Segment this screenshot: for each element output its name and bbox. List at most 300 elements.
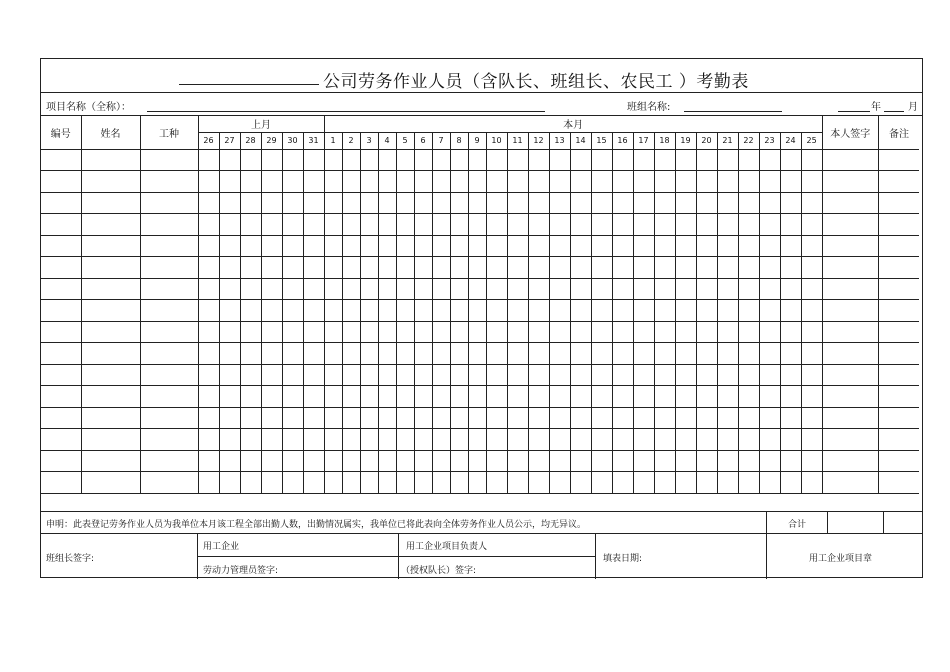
table-cell[interactable] bbox=[633, 149, 654, 171]
table-cell[interactable] bbox=[675, 321, 696, 343]
table-cell[interactable] bbox=[468, 450, 486, 472]
table-cell[interactable] bbox=[570, 450, 591, 472]
table-cell[interactable] bbox=[801, 257, 822, 279]
table-cell[interactable] bbox=[240, 364, 261, 386]
table-cell[interactable] bbox=[41, 257, 81, 279]
table-cell[interactable] bbox=[140, 407, 198, 429]
table-cell[interactable] bbox=[675, 278, 696, 300]
table-cell[interactable] bbox=[507, 192, 528, 214]
table-cell[interactable] bbox=[486, 235, 507, 257]
table-cell[interactable] bbox=[378, 343, 396, 365]
table-cell[interactable] bbox=[507, 278, 528, 300]
table-cell[interactable] bbox=[612, 407, 633, 429]
table-cell[interactable] bbox=[468, 364, 486, 386]
table-cell[interactable] bbox=[696, 300, 717, 322]
table-cell[interactable] bbox=[549, 278, 570, 300]
table-cell[interactable] bbox=[450, 343, 468, 365]
table-cell[interactable] bbox=[303, 472, 324, 494]
table-cell[interactable] bbox=[303, 235, 324, 257]
table-cell[interactable] bbox=[450, 192, 468, 214]
table-cell[interactable] bbox=[528, 407, 549, 429]
table-cell[interactable] bbox=[41, 450, 81, 472]
table-cell[interactable] bbox=[696, 364, 717, 386]
table-cell[interactable] bbox=[507, 171, 528, 193]
table-cell[interactable] bbox=[738, 235, 759, 257]
table-cell[interactable] bbox=[696, 386, 717, 408]
table-cell[interactable] bbox=[198, 429, 219, 451]
table-cell[interactable] bbox=[822, 343, 878, 365]
table-cell[interactable] bbox=[198, 343, 219, 365]
table-cell[interactable] bbox=[591, 472, 612, 494]
table-cell[interactable] bbox=[878, 407, 919, 429]
table-cell[interactable] bbox=[198, 300, 219, 322]
table-cell[interactable] bbox=[654, 429, 675, 451]
table-cell[interactable] bbox=[801, 171, 822, 193]
table-cell[interactable] bbox=[360, 450, 378, 472]
table-cell[interactable] bbox=[696, 192, 717, 214]
table-cell[interactable] bbox=[549, 450, 570, 472]
table-cell[interactable] bbox=[240, 257, 261, 279]
table-cell[interactable] bbox=[654, 149, 675, 171]
table-cell[interactable] bbox=[570, 149, 591, 171]
table-cell[interactable] bbox=[342, 257, 360, 279]
table-cell[interactable] bbox=[324, 235, 342, 257]
table-cell[interactable] bbox=[450, 214, 468, 236]
table-cell[interactable] bbox=[549, 192, 570, 214]
table-cell[interactable] bbox=[396, 364, 414, 386]
table-cell[interactable] bbox=[219, 257, 240, 279]
table-cell[interactable] bbox=[81, 300, 140, 322]
table-cell[interactable] bbox=[696, 429, 717, 451]
table-cell[interactable] bbox=[738, 364, 759, 386]
table-cell[interactable] bbox=[342, 472, 360, 494]
table-cell[interactable] bbox=[591, 235, 612, 257]
table-cell[interactable] bbox=[738, 171, 759, 193]
table-cell[interactable] bbox=[612, 472, 633, 494]
table-cell[interactable] bbox=[432, 149, 450, 171]
table-cell[interactable] bbox=[654, 321, 675, 343]
table-cell[interactable] bbox=[342, 429, 360, 451]
table-cell[interactable] bbox=[432, 321, 450, 343]
table-cell[interactable] bbox=[81, 171, 140, 193]
table-cell[interactable] bbox=[198, 321, 219, 343]
table-cell[interactable] bbox=[528, 472, 549, 494]
table-cell[interactable] bbox=[450, 450, 468, 472]
table-cell[interactable] bbox=[612, 364, 633, 386]
table-cell[interactable] bbox=[468, 321, 486, 343]
table-cell[interactable] bbox=[507, 407, 528, 429]
table-cell[interactable] bbox=[780, 407, 801, 429]
table-cell[interactable] bbox=[468, 214, 486, 236]
table-cell[interactable] bbox=[414, 429, 432, 451]
table-cell[interactable] bbox=[360, 321, 378, 343]
table-cell[interactable] bbox=[801, 429, 822, 451]
table-cell[interactable] bbox=[822, 472, 878, 494]
table-cell[interactable] bbox=[675, 472, 696, 494]
table-cell[interactable] bbox=[81, 257, 140, 279]
table-cell[interactable] bbox=[432, 407, 450, 429]
table-cell[interactable] bbox=[360, 386, 378, 408]
table-cell[interactable] bbox=[450, 472, 468, 494]
table-cell[interactable] bbox=[378, 171, 396, 193]
table-cell[interactable] bbox=[282, 429, 303, 451]
table-cell[interactable] bbox=[261, 321, 282, 343]
table-cell[interactable] bbox=[378, 149, 396, 171]
table-cell[interactable] bbox=[507, 364, 528, 386]
table-cell[interactable] bbox=[324, 321, 342, 343]
table-cell[interactable] bbox=[717, 149, 738, 171]
table-cell[interactable] bbox=[414, 171, 432, 193]
table-cell[interactable] bbox=[486, 450, 507, 472]
table-cell[interactable] bbox=[528, 429, 549, 451]
table-cell[interactable] bbox=[219, 321, 240, 343]
table-cell[interactable] bbox=[324, 149, 342, 171]
table-cell[interactable] bbox=[324, 429, 342, 451]
table-cell[interactable] bbox=[219, 171, 240, 193]
table-cell[interactable] bbox=[780, 214, 801, 236]
table-cell[interactable] bbox=[219, 192, 240, 214]
table-cell[interactable] bbox=[675, 214, 696, 236]
table-cell[interactable] bbox=[81, 343, 140, 365]
table-cell[interactable] bbox=[432, 364, 450, 386]
table-cell[interactable] bbox=[528, 192, 549, 214]
table-cell[interactable] bbox=[468, 343, 486, 365]
table-cell[interactable] bbox=[282, 364, 303, 386]
table-cell[interactable] bbox=[81, 278, 140, 300]
table-cell[interactable] bbox=[219, 364, 240, 386]
team-name-field[interactable] bbox=[684, 111, 782, 112]
table-cell[interactable] bbox=[240, 407, 261, 429]
table-cell[interactable] bbox=[140, 300, 198, 322]
table-cell[interactable] bbox=[675, 343, 696, 365]
table-cell[interactable] bbox=[198, 472, 219, 494]
table-cell[interactable] bbox=[549, 214, 570, 236]
table-cell[interactable] bbox=[360, 300, 378, 322]
table-cell[interactable] bbox=[878, 343, 919, 365]
table-cell[interactable] bbox=[450, 321, 468, 343]
table-cell[interactable] bbox=[360, 235, 378, 257]
table-cell[interactable] bbox=[528, 257, 549, 279]
table-cell[interactable] bbox=[591, 343, 612, 365]
table-cell[interactable] bbox=[324, 257, 342, 279]
table-cell[interactable] bbox=[140, 171, 198, 193]
table-cell[interactable] bbox=[612, 171, 633, 193]
table-cell[interactable] bbox=[198, 149, 219, 171]
table-cell[interactable] bbox=[633, 300, 654, 322]
table-cell[interactable] bbox=[432, 214, 450, 236]
table-cell[interactable] bbox=[780, 364, 801, 386]
table-cell[interactable] bbox=[507, 321, 528, 343]
table-cell[interactable] bbox=[219, 235, 240, 257]
table-cell[interactable] bbox=[198, 364, 219, 386]
table-cell[interactable] bbox=[717, 429, 738, 451]
table-cell[interactable] bbox=[591, 407, 612, 429]
table-cell[interactable] bbox=[432, 386, 450, 408]
table-cell[interactable] bbox=[780, 386, 801, 408]
table-cell[interactable] bbox=[282, 300, 303, 322]
table-cell[interactable] bbox=[219, 407, 240, 429]
table-cell[interactable] bbox=[801, 364, 822, 386]
table-cell[interactable] bbox=[140, 321, 198, 343]
table-cell[interactable] bbox=[81, 407, 140, 429]
table-cell[interactable] bbox=[140, 343, 198, 365]
table-cell[interactable] bbox=[240, 171, 261, 193]
table-cell[interactable] bbox=[654, 450, 675, 472]
table-cell[interactable] bbox=[822, 429, 878, 451]
table-cell[interactable] bbox=[486, 407, 507, 429]
table-cell[interactable] bbox=[432, 171, 450, 193]
table-cell[interactable] bbox=[468, 278, 486, 300]
table-cell[interactable] bbox=[240, 429, 261, 451]
table-cell[interactable] bbox=[41, 407, 81, 429]
table-cell[interactable] bbox=[303, 364, 324, 386]
table-cell[interactable] bbox=[675, 407, 696, 429]
table-cell[interactable] bbox=[414, 343, 432, 365]
table-cell[interactable] bbox=[486, 364, 507, 386]
table-cell[interactable] bbox=[486, 257, 507, 279]
table-cell[interactable] bbox=[41, 235, 81, 257]
table-cell[interactable] bbox=[878, 278, 919, 300]
table-cell[interactable] bbox=[759, 235, 780, 257]
table-cell[interactable] bbox=[140, 429, 198, 451]
table-cell[interactable] bbox=[507, 300, 528, 322]
table-cell[interactable] bbox=[570, 278, 591, 300]
table-cell[interactable] bbox=[240, 235, 261, 257]
table-cell[interactable] bbox=[140, 192, 198, 214]
table-cell[interactable] bbox=[654, 386, 675, 408]
table-cell[interactable] bbox=[738, 472, 759, 494]
table-cell[interactable] bbox=[675, 386, 696, 408]
table-cell[interactable] bbox=[633, 450, 654, 472]
table-cell[interactable] bbox=[878, 149, 919, 171]
table-cell[interactable] bbox=[240, 192, 261, 214]
table-cell[interactable] bbox=[378, 364, 396, 386]
table-cell[interactable] bbox=[570, 321, 591, 343]
table-cell[interactable] bbox=[878, 235, 919, 257]
project-name-field[interactable] bbox=[147, 111, 545, 112]
table-cell[interactable] bbox=[801, 149, 822, 171]
table-cell[interactable] bbox=[801, 235, 822, 257]
table-cell[interactable] bbox=[360, 192, 378, 214]
table-cell[interactable] bbox=[696, 149, 717, 171]
table-cell[interactable] bbox=[675, 235, 696, 257]
table-cell[interactable] bbox=[219, 278, 240, 300]
table-cell[interactable] bbox=[414, 192, 432, 214]
table-cell[interactable] bbox=[261, 214, 282, 236]
table-cell[interactable] bbox=[738, 429, 759, 451]
table-cell[interactable] bbox=[261, 300, 282, 322]
table-cell[interactable] bbox=[759, 472, 780, 494]
table-cell[interactable] bbox=[486, 278, 507, 300]
table-cell[interactable] bbox=[822, 450, 878, 472]
table-cell[interactable] bbox=[612, 149, 633, 171]
table-cell[interactable] bbox=[81, 214, 140, 236]
table-cell[interactable] bbox=[140, 472, 198, 494]
table-cell[interactable] bbox=[468, 192, 486, 214]
table-cell[interactable] bbox=[81, 192, 140, 214]
table-cell[interactable] bbox=[780, 429, 801, 451]
table-cell[interactable] bbox=[303, 321, 324, 343]
table-cell[interactable] bbox=[450, 364, 468, 386]
table-cell[interactable] bbox=[486, 300, 507, 322]
table-cell[interactable] bbox=[396, 171, 414, 193]
table-cell[interactable] bbox=[219, 472, 240, 494]
table-cell[interactable] bbox=[360, 429, 378, 451]
table-cell[interactable] bbox=[303, 429, 324, 451]
table-cell[interactable] bbox=[780, 472, 801, 494]
table-cell[interactable] bbox=[801, 386, 822, 408]
table-cell[interactable] bbox=[759, 214, 780, 236]
table-cell[interactable] bbox=[675, 300, 696, 322]
table-cell[interactable] bbox=[140, 149, 198, 171]
table-cell[interactable] bbox=[507, 386, 528, 408]
table-cell[interactable] bbox=[41, 321, 81, 343]
table-cell[interactable] bbox=[528, 214, 549, 236]
table-cell[interactable] bbox=[696, 472, 717, 494]
table-cell[interactable] bbox=[738, 450, 759, 472]
table-cell[interactable] bbox=[528, 149, 549, 171]
table-cell[interactable] bbox=[591, 386, 612, 408]
table-cell[interactable] bbox=[198, 235, 219, 257]
table-cell[interactable] bbox=[198, 278, 219, 300]
table-cell[interactable] bbox=[378, 278, 396, 300]
table-cell[interactable] bbox=[240, 450, 261, 472]
table-cell[interactable] bbox=[198, 386, 219, 408]
table-cell[interactable] bbox=[282, 386, 303, 408]
table-cell[interactable] bbox=[654, 278, 675, 300]
table-cell[interactable] bbox=[612, 300, 633, 322]
table-cell[interactable] bbox=[360, 278, 378, 300]
table-cell[interactable] bbox=[717, 364, 738, 386]
table-cell[interactable] bbox=[633, 192, 654, 214]
table-cell[interactable] bbox=[675, 450, 696, 472]
table-cell[interactable] bbox=[396, 278, 414, 300]
table-cell[interactable] bbox=[396, 300, 414, 322]
table-cell[interactable] bbox=[432, 343, 450, 365]
table-cell[interactable] bbox=[591, 257, 612, 279]
table-cell[interactable] bbox=[570, 472, 591, 494]
table-cell[interactable] bbox=[549, 364, 570, 386]
table-cell[interactable] bbox=[675, 429, 696, 451]
table-cell[interactable] bbox=[612, 450, 633, 472]
table-cell[interactable] bbox=[675, 171, 696, 193]
table-cell[interactable] bbox=[432, 300, 450, 322]
table-cell[interactable] bbox=[41, 386, 81, 408]
table-cell[interactable] bbox=[822, 278, 878, 300]
table-cell[interactable] bbox=[282, 149, 303, 171]
table-cell[interactable] bbox=[717, 343, 738, 365]
table-cell[interactable] bbox=[549, 171, 570, 193]
table-cell[interactable] bbox=[633, 407, 654, 429]
table-cell[interactable] bbox=[759, 407, 780, 429]
table-cell[interactable] bbox=[612, 343, 633, 365]
table-cell[interactable] bbox=[878, 192, 919, 214]
table-cell[interactable] bbox=[261, 450, 282, 472]
table-cell[interactable] bbox=[780, 257, 801, 279]
table-cell[interactable] bbox=[140, 257, 198, 279]
table-cell[interactable] bbox=[41, 364, 81, 386]
table-cell[interactable] bbox=[41, 429, 81, 451]
table-cell[interactable] bbox=[822, 364, 878, 386]
table-cell[interactable] bbox=[303, 300, 324, 322]
table-cell[interactable] bbox=[396, 450, 414, 472]
table-cell[interactable] bbox=[759, 450, 780, 472]
table-cell[interactable] bbox=[675, 192, 696, 214]
table-cell[interactable] bbox=[738, 278, 759, 300]
table-cell[interactable] bbox=[282, 472, 303, 494]
table-cell[interactable] bbox=[240, 386, 261, 408]
table-cell[interactable] bbox=[570, 214, 591, 236]
table-cell[interactable] bbox=[468, 300, 486, 322]
table-cell[interactable] bbox=[261, 472, 282, 494]
table-cell[interactable] bbox=[780, 149, 801, 171]
table-cell[interactable] bbox=[507, 343, 528, 365]
table-cell[interactable] bbox=[717, 450, 738, 472]
table-cell[interactable] bbox=[342, 343, 360, 365]
table-cell[interactable] bbox=[570, 192, 591, 214]
table-cell[interactable] bbox=[633, 214, 654, 236]
table-cell[interactable] bbox=[822, 214, 878, 236]
table-cell[interactable] bbox=[396, 321, 414, 343]
table-cell[interactable] bbox=[198, 407, 219, 429]
table-cell[interactable] bbox=[570, 343, 591, 365]
table-cell[interactable] bbox=[414, 364, 432, 386]
table-cell[interactable] bbox=[612, 257, 633, 279]
table-cell[interactable] bbox=[696, 321, 717, 343]
table-cell[interactable] bbox=[261, 149, 282, 171]
table-cell[interactable] bbox=[780, 343, 801, 365]
table-cell[interactable] bbox=[432, 257, 450, 279]
table-cell[interactable] bbox=[468, 171, 486, 193]
table-cell[interactable] bbox=[759, 429, 780, 451]
table-cell[interactable] bbox=[801, 321, 822, 343]
table-cell[interactable] bbox=[486, 321, 507, 343]
table-cell[interactable] bbox=[81, 149, 140, 171]
table-cell[interactable] bbox=[612, 386, 633, 408]
table-cell[interactable] bbox=[654, 235, 675, 257]
table-cell[interactable] bbox=[612, 192, 633, 214]
table-cell[interactable] bbox=[738, 149, 759, 171]
table-cell[interactable] bbox=[822, 257, 878, 279]
table-cell[interactable] bbox=[324, 300, 342, 322]
table-cell[interactable] bbox=[570, 386, 591, 408]
table-cell[interactable] bbox=[360, 472, 378, 494]
table-cell[interactable] bbox=[507, 149, 528, 171]
table-cell[interactable] bbox=[633, 171, 654, 193]
table-cell[interactable] bbox=[219, 386, 240, 408]
table-cell[interactable] bbox=[303, 278, 324, 300]
table-cell[interactable] bbox=[140, 214, 198, 236]
table-cell[interactable] bbox=[591, 364, 612, 386]
table-cell[interactable] bbox=[696, 278, 717, 300]
table-cell[interactable] bbox=[282, 192, 303, 214]
table-cell[interactable] bbox=[378, 192, 396, 214]
table-cell[interactable] bbox=[396, 192, 414, 214]
table-cell[interactable] bbox=[717, 257, 738, 279]
table-cell[interactable] bbox=[282, 321, 303, 343]
table-cell[interactable] bbox=[878, 321, 919, 343]
table-cell[interactable] bbox=[261, 407, 282, 429]
table-cell[interactable] bbox=[81, 386, 140, 408]
table-cell[interactable] bbox=[396, 429, 414, 451]
table-cell[interactable] bbox=[696, 257, 717, 279]
table-cell[interactable] bbox=[324, 450, 342, 472]
table-cell[interactable] bbox=[591, 149, 612, 171]
table-cell[interactable] bbox=[591, 192, 612, 214]
table-cell[interactable] bbox=[591, 214, 612, 236]
table-cell[interactable] bbox=[759, 343, 780, 365]
table-cell[interactable] bbox=[759, 386, 780, 408]
